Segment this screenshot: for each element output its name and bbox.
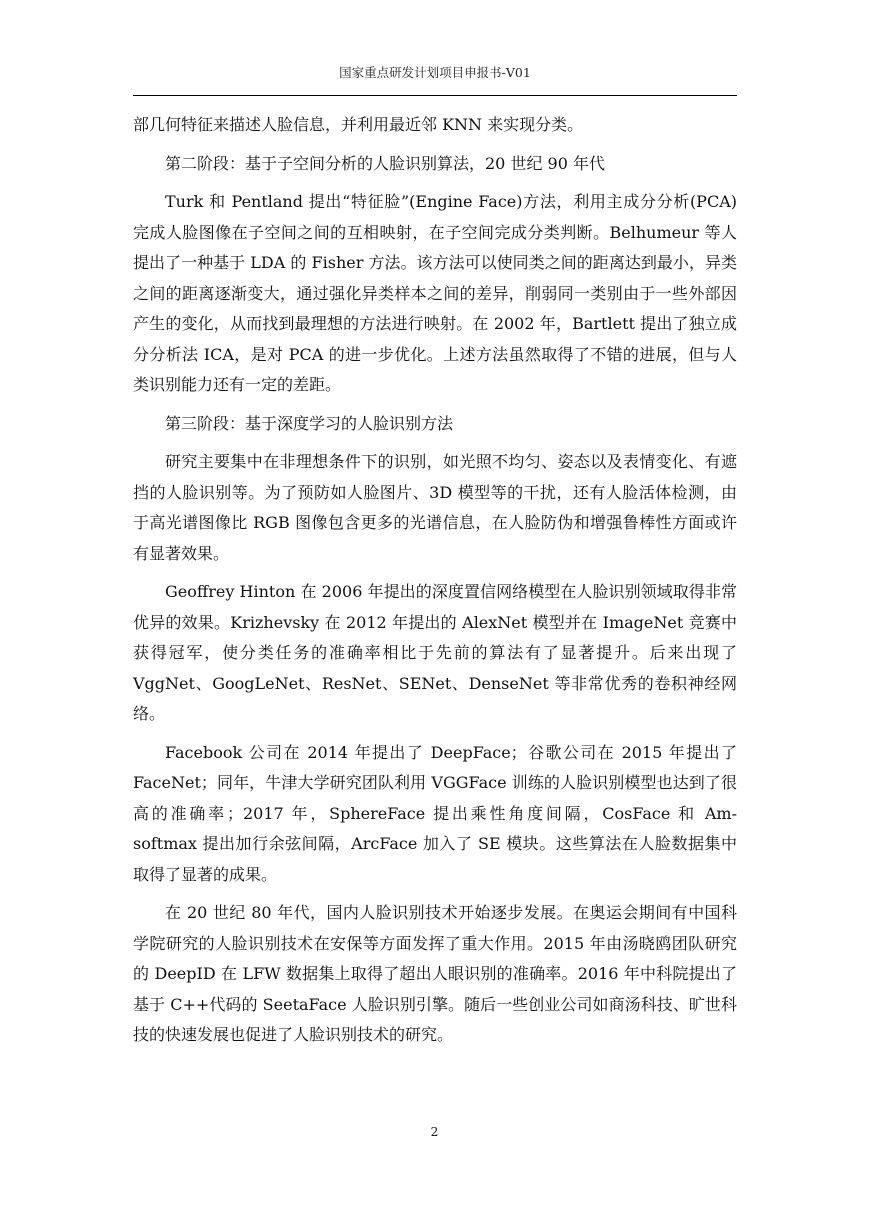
paragraph-deep-learning-history: Geoffrey Hinton 在 2006 年提出的深度置信网络模型在人脸识别领域取得非常优异的效果。Krizhevsky 在 2012 年提出的 AlexNet 模型并在 ImageNet 竞赛中获得冠军，使分类任务的准确率相比于先前的算法有了显著提升。后来出现了 VggNet、GoogLeNet、ResNet、SENet、DenseNet 等非常优秀的卷积神经网络。: [133, 582, 737, 723]
page-number: 2: [430, 1124, 439, 1139]
paragraph-domestic-development: 在 20 世纪 80 年代，国内人脸识别技术开始逐步发展。在奥运会期间有中国科学院研究的人脸识别技术在安保等方面发挥了重大作用。2015 年由汤晓鸥团队研究的 DeepID 在 LFW 数据集上取得了超出人眼识别的准确率。2016 年中科院提出了基于 C++代码的 SeetaFace 人脸识别引擎。随后一些创业公司如商汤科技、旷世科技的快速发展也促进了人脸识别技术的研究。: [133, 903, 737, 1044]
paragraph-research-focus: 研究主要集中在非理想条件下的识别，如光照不均匀、姿态以及表情变化、有遮挡的人脸识别等。为了预防如人脸图片、3D 模型等的干扰，还有人脸活体检测，由于高光谱图像比 RGB 图像包含更多的光谱信息，在人脸防伪和增强鲁棒性方面或许有显著效果。: [133, 452, 737, 563]
paragraph-face-models: Facebook 公司在 2014 年提出了 DeepFace；谷歌公司在 2015 年提出了 FaceNet；同年，牛津大学研究团队利用 VGGFace 训练的人脸识别模型也达到了很高的准确率；2017 年，SphereFace 提出乘性角度间隔，CosFace 和 Am-softmax 提出加行余弦间隔，ArcFace 加入了 SE 模块。这些算法在人脸数据集中取得了显著的成果。: [133, 742, 737, 884]
paragraph-subspace-methods: Turk 和 Pentland 提出“特征脸”(Engine Face)方法，利用主成分分析(PCA)完成人脸图像在子空间之间的互相映射，在子空间完成分类判断。Belhumeur 等人提出了一种基于 LDA 的 Fisher 方法。该方法可以使同类之间的距离达到最小，异类之间的距离逐渐变大，通过强化异类样本之间的差异，削弱同一类别由于一些外部因产生的变化，从而找到最理想的方法进行映射。在 2002 年，Bartlett 提出了独立成分分析法 ICA，是对 PCA 的进一步优化。上述方法虽然取得了不错的进展，但与人类识别能力还有一定的差距。: [133, 192, 737, 394]
section-heading-stage-2: 第二阶段：基于子空间分析的人脸识别算法，20 世纪 90 年代: [165, 153, 605, 173]
document-body: [133, 110, 737, 1059]
running-header: 国家重点研发计划项目申报书-V01: [339, 65, 531, 80]
header-rule: [133, 95, 737, 96]
section-heading-stage-3: 第三阶段：基于深度学习的人脸识别方法: [165, 413, 454, 433]
paragraph-continuation: 部几何特征来描述人脸信息，并利用最近邻 KNN 来实现分类。: [133, 115, 584, 134]
